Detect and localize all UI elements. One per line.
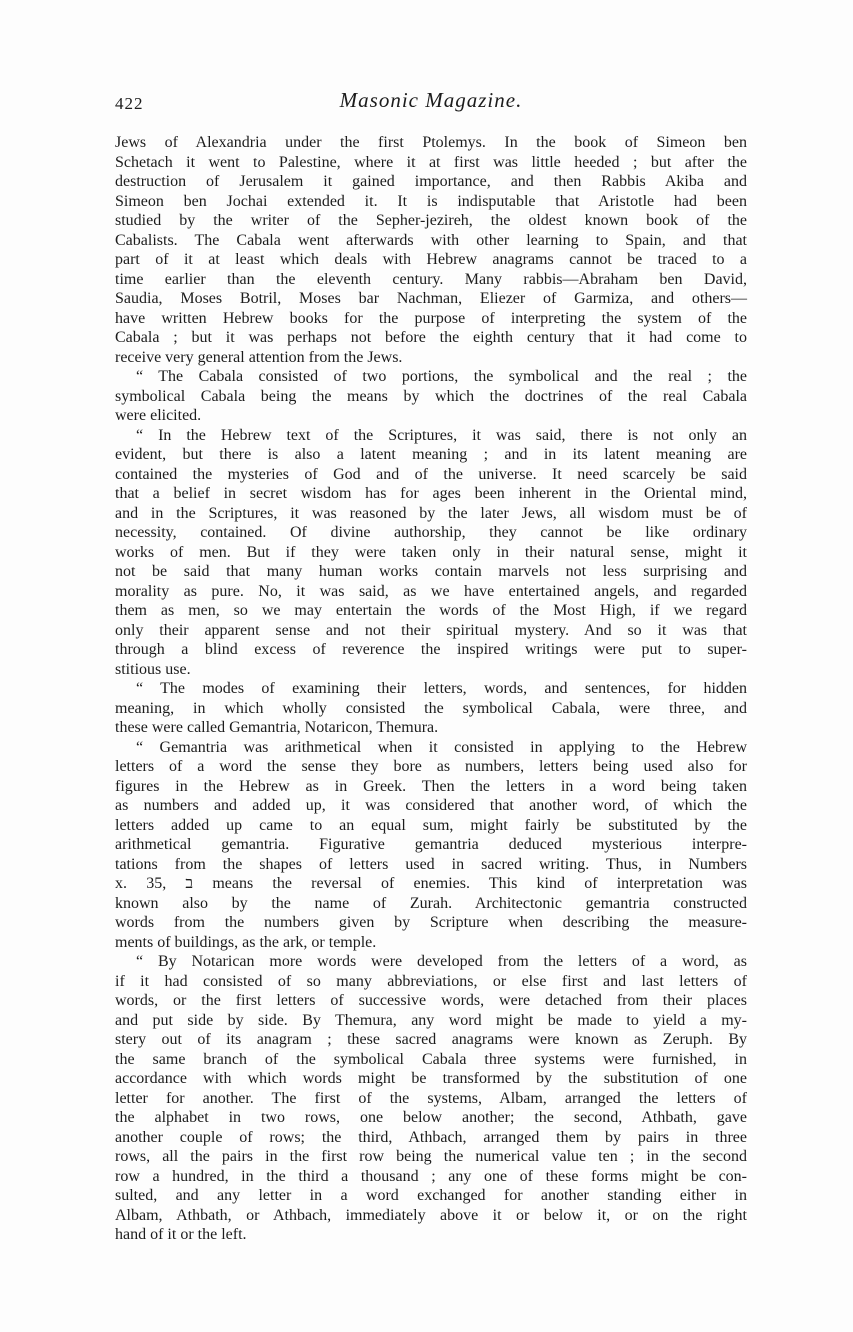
text-line: destruction of Jerusalem it gained importance, and then Rabbis Akiba and	[115, 173, 747, 190]
text-line: the same branch of the symbolical Cabala three systems were furnished, in	[115, 1050, 747, 1068]
text-line: necessity, contained. Of divine authorship, they cannot be like ordinary	[115, 524, 747, 541]
paragraph	[115, 952, 747, 1245]
text-line: these were called Gemantria, Notaricon, Themura.	[115, 719, 439, 736]
text-line: studied by the writer of the Sepher-jezireh, the oldest known book of the	[115, 212, 747, 229]
paragraph	[115, 679, 747, 738]
text-line: row a hundred, in the third a thousand ; any one of these forms might be con-	[115, 1167, 747, 1185]
page-title: Masonic Magazine.	[339, 88, 523, 112]
page-number: 422	[115, 94, 144, 113]
text-line: Simeon ben Jochai extended it. It is indisputable that Aristotle had been	[115, 192, 747, 210]
text-line: symbolical Cabala being the means by which the doctrines of the real Cabala	[115, 387, 747, 405]
text-line: Jews of Alexandria under the first Ptolemys. In the book of Simeon ben	[115, 134, 747, 151]
text-line: Cabalists. The Cabala went afterwards with other learning to Spain, and that	[115, 231, 747, 249]
text-line: words from the numbers given by Scripture when describing the measure-	[115, 914, 747, 931]
text-line: if it had consisted of so many abbreviations, or else first and last letters of	[115, 972, 747, 990]
text-line: only their apparent sense and not their spiritual mystery. And so it was that	[115, 621, 747, 639]
text-line: as numbers and added up, it was considered that another word, of which the	[115, 797, 747, 814]
text-line: hand of it or the left.	[115, 1226, 247, 1243]
page-body	[115, 133, 747, 1245]
text-line: and put side by side. By Themura, any word might be made to yield a my-	[115, 1011, 747, 1029]
text-line: letter for another. The first of the systems, Albam, arranged the letters of	[115, 1089, 747, 1107]
text-line: stery out of its anagram ; these sacred anagrams were known as Zeruph. By	[115, 1031, 747, 1048]
paragraph	[115, 738, 747, 953]
content-column	[115, 88, 747, 1245]
text-line: stitious use.	[115, 660, 191, 678]
text-line: figures in the Hebrew as in Greek. Then the letters in a word being taken	[115, 777, 747, 795]
text-line: sulted, and any letter in a word exchanged for another standing either in	[115, 1187, 747, 1204]
text-line: and in the Scriptures, it was reasoned by the later Jews, all wisdom must be of	[115, 504, 747, 522]
text-line: Cabala ; but it was perhaps not before the eighth century that it had come to	[115, 329, 747, 346]
text-line: Schetach it went to Palestine, where it at first was little heeded ; but after the	[115, 153, 747, 171]
text-line: time earlier than the eleventh century. Many rabbis—Abraham ben David,	[115, 270, 747, 288]
text-line: them as men, so we may entertain the words of the Most High, if we regard	[115, 602, 747, 619]
text-line: have written Hebrew books for the purpose of interpreting the system of the	[115, 309, 747, 327]
text-line: letters of a word the sense they bore as numbers, letters being used also for	[115, 758, 747, 775]
text-line: tations from the shapes of letters used in sacred writing. Thus, in Numbers	[115, 855, 747, 873]
text-line: another couple of rows; the third, Athbach, arranged them by pairs in three	[115, 1128, 747, 1146]
text-line: the alphabet in two rows, one below another; the second, Athbath, gave	[115, 1109, 747, 1126]
text-line: morality as pure. No, it was said, as we have entertained angels, and regarded	[115, 582, 747, 600]
text-line: letters added up came to an equal sum, might fairly be substituted by the	[115, 816, 747, 834]
text-line: “ Gemantria was arithmetical when it consisted in applying to the Hebrew	[136, 738, 747, 756]
text-line: receive very general attention from the Jews.	[115, 348, 403, 366]
text-line: evident, but there is also a latent meaning ; and in its latent meaning are	[115, 446, 747, 463]
text-line: known also by the name of Zurah. Architectonic gemantria constructed	[115, 894, 747, 912]
text-line: accordance with which words might be transformed by the substitution of one	[115, 1070, 747, 1087]
text-line: meaning, in which wholly consisted the symbolical Cabala, were three, and	[115, 699, 747, 717]
text-line: not be said that many human works contain marvels not less surprising and	[115, 563, 747, 580]
text-line: x. 35, ב means the reversal of enemies. This kind of interpretation was	[115, 875, 748, 892]
text-line: “ In the Hebrew text of the Scriptures, it was said, there is not only an	[136, 426, 747, 444]
text-line: arithmetical gemantria. Figurative gemantria deduced mysterious interpre-	[115, 836, 747, 853]
text-line: “ The modes of examining their letters, words, and sentences, for hidden	[136, 680, 747, 697]
text-line: were elicited.	[115, 407, 202, 424]
text-line: that a belief in secret wisdom has for ages been inherent in the Oriental mind,	[115, 485, 747, 502]
text-line: through a blind excess of reverence the inspired writings were put to super-	[115, 641, 747, 658]
paragraph	[115, 367, 747, 426]
text-line: part of it at least which deals with Hebrew anagrams cannot be traced to a	[115, 251, 747, 268]
text-line: “ By Notarican more words were developed from the letters of a word, as	[136, 953, 747, 970]
text-line: Albam, Athbath, or Athbach, immediately above it or below it, or on the right	[115, 1206, 747, 1224]
text-line: “ The Cabala consisted of two portions, the symbolical and the real ; the	[136, 368, 747, 385]
running-header	[115, 88, 747, 116]
text-line: ments of buildings, as the ark, or temple.	[115, 933, 377, 951]
text-line: rows, all the pairs in the first row being the numerical value ten ; in the second	[115, 1148, 747, 1165]
text-line: words, or the first letters of successive words, were detached from their places	[115, 992, 747, 1009]
paragraph	[115, 426, 747, 680]
text-line: works of men. But if they were taken only in their natural sense, might it	[115, 543, 747, 561]
paragraph	[115, 133, 747, 367]
text-line: contained the mysteries of God and of the universe. It need scarcely be said	[115, 465, 747, 483]
text-line: Saudia, Moses Botril, Moses bar Nachman, Eliezer of Garmiza, and others—	[115, 290, 747, 307]
